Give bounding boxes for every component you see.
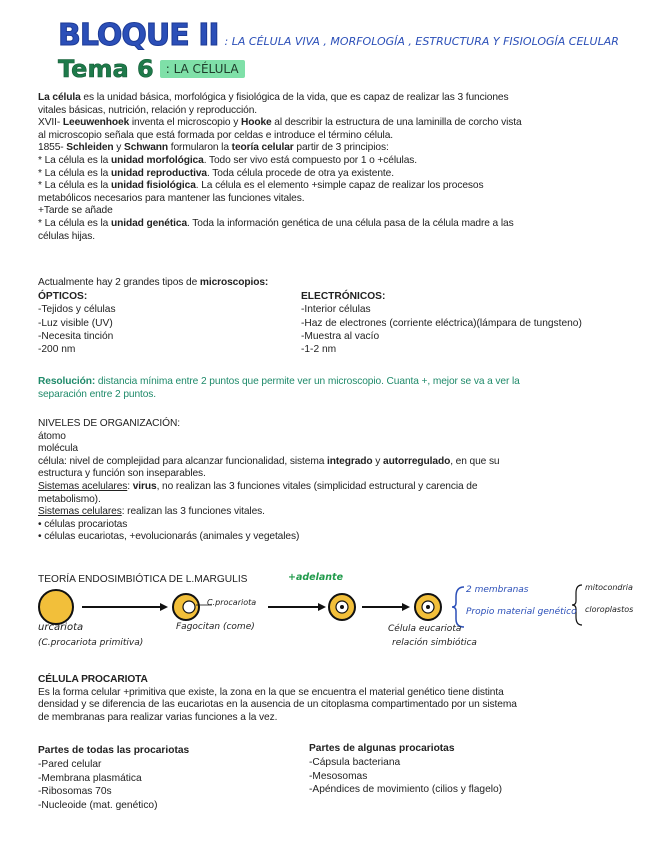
arrow-1-head [160, 603, 168, 611]
optical-column: ÓPTICOS: -Tejidos y células -Luz visible (UV) -Necesita tinción -200 nm [38, 291, 116, 356]
label-chloroplasts: cloroplastos [585, 605, 634, 614]
label-primitive: (C.procariota primitiva) [38, 638, 144, 648]
resolution-note: Resolución: distancia mínima entre 2 puntos que permite ver un microscopio. Cuanta +, mejor se va a ver la separación entre 2 puntos. [38, 376, 520, 400]
levels-section: NIVELES DE ORGANIZACIÓN: átomo molécula célula: nivel de complejidad para alcanzar funcionalidad, sistema integrado y autorregulado, en que su estructura y función son inseparables. Sistemas acelulares: virus, no realizan las 3 funciones vitales (simplicidad estructural y carencia de metabolismo). Sistemas celulares: realizan las 3 funciones vitales. • células procariotas • células eucariotas, +evolucionarás (animales y vegetales) [38, 418, 500, 543]
prokaryote-section: CÉLULA PROCARIOTA Es la forma celular +primitiva que existe, la zona en la que se encuentra el material genético tiene distinta densidad y se diferencia de las eucariotas en la ausencia de un citoplasma compartimentado por un sistema de membranas para realizar varias funciones a la vez. [38, 674, 517, 723]
list-item: -Necesita tinción [38, 330, 114, 342]
prokaryote-title: CÉLULA PROCARIOTA [38, 674, 148, 685]
electronic-column: ELECTRÓNICOS: -Interior células -Haz de electrones (corriente eléctrica)(lámpara de tungsteno) -Muestra al vacío -1-2 nm [301, 291, 582, 356]
list-item: -Apéndices de movimiento (cilios y flagelo) [309, 784, 503, 796]
label-urcariota: urcariota [38, 622, 84, 633]
list-item: -200 nm [38, 344, 76, 356]
topic-title: Tema 6 [58, 55, 154, 83]
list-item: -Pared celular [38, 758, 102, 770]
ahead-note: +adelante [288, 572, 344, 583]
list-item: -Nucleoide (mat. genético) [38, 800, 158, 812]
list-item: -Muestra al vacío [301, 330, 380, 342]
list-item: -Membrana plasmática [38, 772, 142, 784]
list-item: -1-2 nm [301, 344, 337, 356]
all-prokaryote-parts: Partes de todas las procariotas -Pared celular -Membrana plasmática -Ribosomas 70s -Nucleoide (mat. genético) [38, 745, 190, 812]
brace-blue [452, 587, 464, 627]
list-item: -Ribosomas 70s [38, 786, 112, 798]
list-item: -Luz visible (UV) [38, 317, 113, 329]
label-phagocytosis: Fagocitan (come) [176, 622, 255, 632]
list-item: -Tejidos y células [38, 304, 116, 316]
arrow-2-head [318, 603, 326, 611]
label-own-genetic-material: Propio material genético [466, 607, 577, 617]
list-item: -Mesosomas [309, 770, 368, 782]
block-title: BLOQUE II [58, 18, 219, 53]
arrow-3-head [402, 603, 410, 611]
label-eukaryote: Célula eucariota [388, 624, 462, 634]
list-item: -Haz de electrones (corriente eléctrica)(lámpara de tungsteno) [301, 317, 582, 329]
block-heading [58, 18, 619, 53]
endosymbiotic-title: TEORÍA ENDOSIMBIÓTICA DE L.MARGULIS [38, 574, 248, 585]
some-prokaryote-parts: Partes de algunas procariotas -Cápsula bacteriana -Mesosomas -Apéndices de movimiento (cilios y flagelo) [309, 743, 503, 796]
block-subtitle: : LA CÉLULA VIVA , MORFOLOGÍA , ESTRUCTURA Y FISIOLOGÍA CELULAR [224, 35, 619, 48]
microscopes-intro: Actualmente hay 2 grandes tipos de microscopios: [38, 277, 269, 288]
label-engulfed: C.procariota [207, 598, 257, 607]
endosymbiotic-diagram [0, 575, 656, 685]
brace-black [572, 585, 582, 625]
engulfed-prokaryote-shape [183, 601, 195, 613]
label-mitochondria: mitocondria [585, 583, 633, 592]
list-item: -Interior células [301, 304, 371, 316]
list-item: -Cápsula bacteriana [309, 756, 401, 768]
label-symbiosis: relación simbiótica [392, 638, 477, 648]
topic-subtitle: : LA CÉLULA [160, 60, 245, 78]
intro-section: La célula es la unidad básica, morfológica y fisiológica de la vida, que es capaz de realizar las 3 funciones vitales básicas, nutrición, relación y reproducción. XVII- Leeuwenhoek inventa el microscopio y Hooke al describir la estructura de una laminilla de corcho vista al microscopio señala que está formada por celdas e introduce el término célula. 1855- Schleiden y Schwann formularon la teoría celular partir de 3 principios: * La célula es la unidad morfológica. Todo ser vivo está compuesto por 1 o +células. * La célula es la unidad reproductiva. Toda célula procede de otra ya existente. * La célula es la unidad fisiológica. La célula es el elemento +simple capaz de realizar los procesos metabólicos necesarios para mantener las funciones vitales. +Tarde se añade * La célula es la unidad genética. Toda la información genética de una célula pasa de la célula madre a las células hijas. [38, 92, 522, 242]
primitive-cell-shape [39, 590, 73, 624]
topic-heading [58, 55, 245, 83]
label-two-membranes: 2 membranas [466, 585, 529, 595]
